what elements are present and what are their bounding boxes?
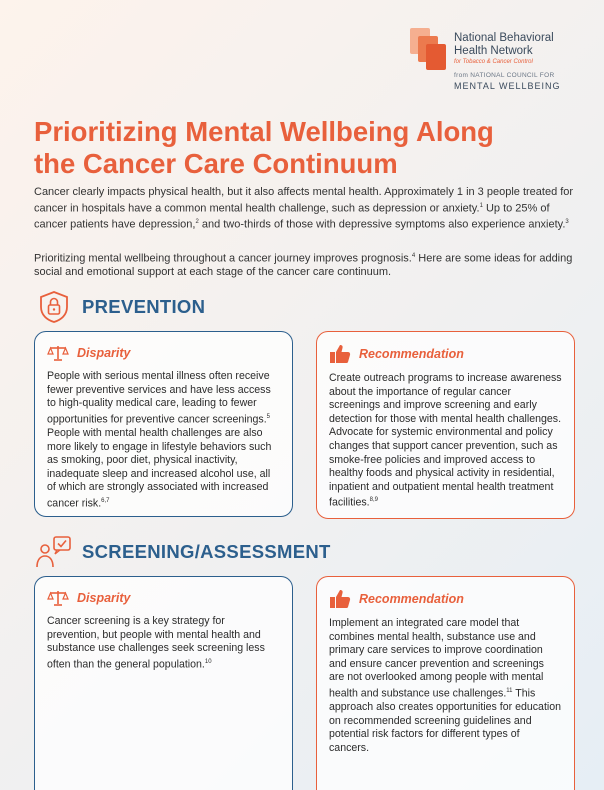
intro-paragraph-1: Cancer clearly impacts physical health, but it also affects mental health. Approximately 1 in 3 people treated for cancer in hospitals have a common mental health challenge, such as depression or anxiety.$^1$ Up to 25% of cancer patients have depression,$^2$ and two-thirds of those with depressive symptoms also experience anxiety.$^3$ [34,186,574,231]
logo-tagline: for Tobacco & Cancer Control [454,59,533,65]
section-title: PREVENTION [82,296,206,317]
page-title: Prioritizing Mental Wellbeing Along the Cancer Care Continuum [34,116,494,179]
logo-name: National Behavioral Health Network [454,32,554,57]
logo-mark-front [426,44,446,70]
card-header [329,344,562,364]
disparity-card-prevention [34,331,293,517]
intro-paragraph-2: Prioritizing mental wellbeing throughout a cancer journey improves prognosis.$^4$ Here are some ideas for adding social and emotional support at each stage of the cancer care continuum. [34,252,573,279]
card-label: Recommendation [359,347,464,361]
thumbs-up-icon [329,589,351,609]
card-header [329,589,562,609]
shield-lock-icon [34,290,74,324]
card-label: Disparity [77,346,131,360]
person-checklist-icon [34,535,74,569]
logo-from: from NATIONAL COUNCIL FOR [454,72,555,79]
card-text: Cancer screening is a key strategy for prevention, but people with mental health and substance use challenges seek screening less often than the general population.$^{10}$ [47,615,265,671]
section-title: SCREENING/ASSESSMENT [82,541,331,562]
logo-org: MENTAL WELLBEING [454,81,561,91]
card-text: People with serious mental illness often receive fewer preventive services and have less access to high-quality medical care, leading to fewer opportunities for preventive cancer screenings.$^5$ People with mental health challenges are also more likely to engage in lifestyle behaviors such as smoking, poor diet, physical inactivity, inadequate sleep and increased alcohol use, all of which are strongly associated with increased cancer risk.$^{6,7}$ [47,370,272,510]
card-header [47,344,280,362]
recommendation-card-prevention [316,331,575,519]
card-text: Implement an integrated care model that combines mental health, substance use and primary care services to improve coordination and ensure cancer prevention and screenings are not overlooked among people with mental health and substance use challenges.$^{11}$ This approach also creates opportunities for education on recommended screening guidelines and potential risk factors for different types of cancers. [329,617,562,754]
card-label: Disparity [77,591,131,605]
nbhn-logo [410,28,580,98]
section-heading-screening [34,535,331,569]
card-header [47,589,280,607]
thumbs-up-icon [329,344,351,364]
scale-icon [47,589,69,607]
section-heading-prevention [34,290,205,324]
card-text: Create outreach programs to increase awareness about the importance of regular cancer screenings and improve screening and early detection for those with mental health challenges. Advocate for systemic environmental and policy changes that support cancer prevention, such as smoke-free policies and improved access to healthy foods and physical activity in residential, inpatient and outpatient mental health treatment facilities.$^{8,9}$ [329,372,562,509]
scale-icon [47,344,69,362]
disparity-card-screening [34,576,293,790]
card-label: Recommendation [359,592,464,606]
recommendation-card-screening [316,576,575,790]
